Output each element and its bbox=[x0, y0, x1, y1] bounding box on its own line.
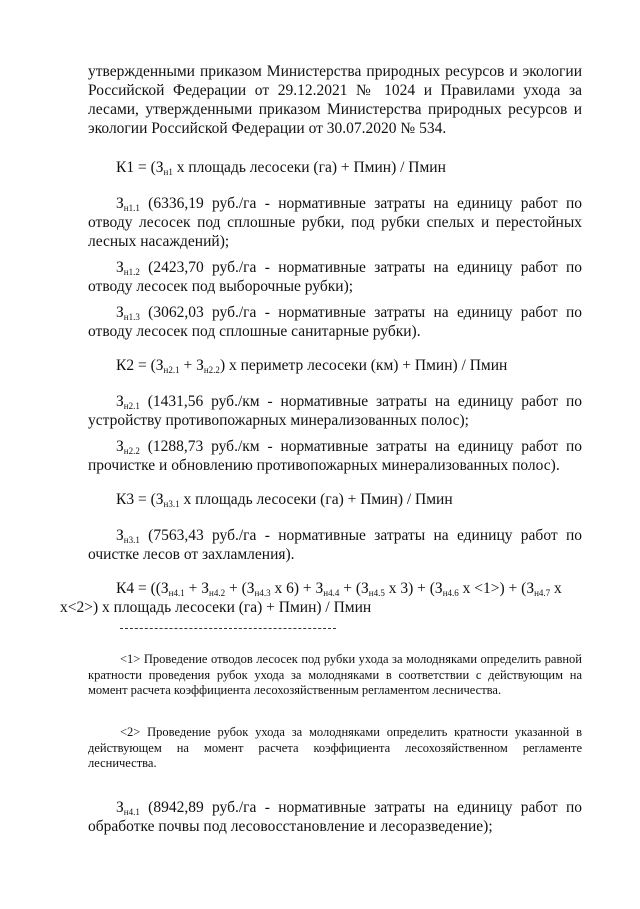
formula-k1: $К1 = (З_{н1}$ х площадь лесосеки (га) + Пмин) / Пмин bbox=[116, 159, 446, 177]
formula-k2: $К2 = (З_{н2.1} + З_{н2.2})$ х периметр лесосеки (км) + Пмин) / Пмин bbox=[116, 357, 508, 375]
footnote-separator bbox=[120, 628, 336, 629]
item-zn1-2: $З_{н1.2}$ (2423,70 руб./га - нормативные затраты на единицу работ по отводу лесосек под выборочные рубки); bbox=[88, 259, 582, 295]
intro-paragraph: утвержденными приказом Министерства природных ресурсов и экологии Российской Федерации от 29.12.2021 № 1024 и Правилами ухода за лесами, утвержденными приказом Министерства природных ресурсов и экологии Российской Федерации от 30.07.2020 № 534. bbox=[88, 63, 582, 137]
footnote-1: <1> Проведение отводов лесосек под рубки ухода за молодняками определить равной кратности проведения рубок ухода за молодняками в соответствии с действующим на момент расчета коэффициента лесохозяйственным регламентом лесничества. bbox=[88, 652, 582, 697]
formula-k3: $К3 = (З_{н3.1}$ х площадь лесосеки (га) + Пмин) / Пмин bbox=[116, 491, 453, 509]
item-zn3-1: $З_{н3.1}$ (7563,43 руб./га - нормативные затраты на единицу работ по очистке лесов от захламления). bbox=[88, 527, 582, 563]
item-zn4-1: $З_{н4.1}$ (8942,89 руб./га - нормативные затраты на единицу работ по обработке почвы под лесовосстановление и лесоразведение); bbox=[88, 799, 582, 835]
item-zn2-1: $З_{н2.1}$ (1431,56 руб./км - нормативные затраты на единицу работ по устройству противопожарных минерализованных полос); bbox=[88, 393, 582, 429]
formula-k4: $К4 = ((З_{н4.1} + З_{н4.2} + (З_{н4.3}$ х $6) + З_{н4.4} + (З_{н4.5}$ х $3) + (З_{н4.6}$ $х <1>) + (З_{н4.7}$ х х<2>) х площадь лесосеки (га) + Пмин) / Пмин bbox=[60, 580, 562, 616]
footnote-2: <2> Проведение рубок ухода за молодняками определить кратности указанной в действующем на момент расчета коэффициента лесохозяйственном регламенте лесничества. bbox=[88, 725, 582, 770]
item-zn1-3: $З_{н1.3}$ (3062,03 руб./га - нормативные затраты на единицу работ по отводу лесосек под сплошные санитарные рубки). bbox=[88, 304, 582, 340]
item-zn1-1: $З_{н1.1}$ (6336,19 руб./га - нормативные затраты на единицу работ по отводу лесосек под сплошные рубки, под рубки спелых и перестойных лесных насаждений); bbox=[88, 195, 582, 250]
item-zn2-2: $З_{н2.2}$ (1288,73 руб./км - нормативные затраты на единицу работ по прочистке и обновлению противопожарных минерализованных полос). bbox=[88, 438, 582, 474]
